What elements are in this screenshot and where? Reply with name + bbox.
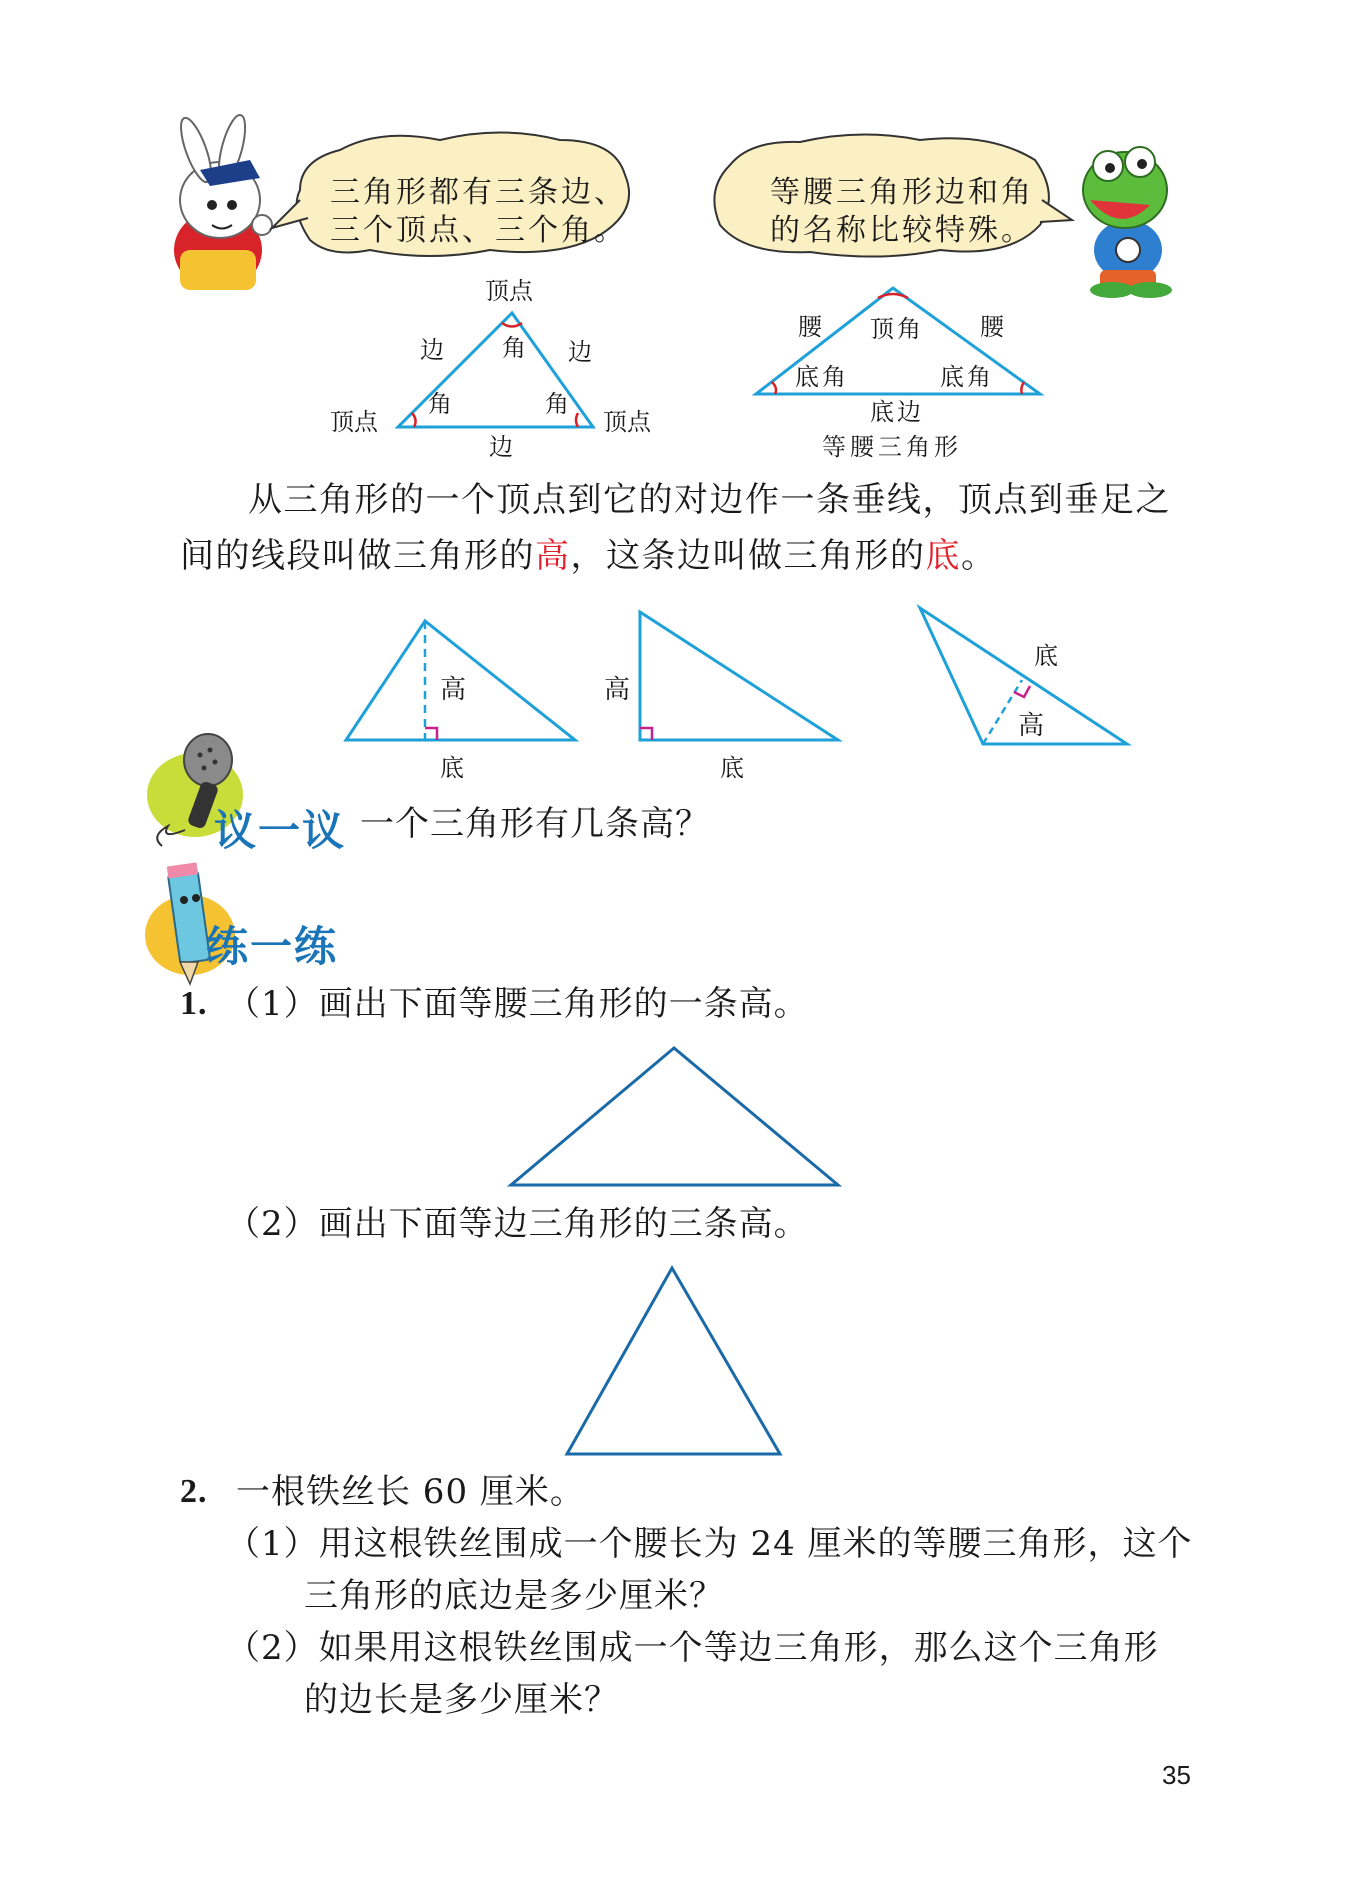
acute-triangle-height <box>346 621 575 782</box>
label-left-base-angle: 底角 <box>795 363 849 391</box>
discuss-label: 议一议 <box>214 807 347 854</box>
fig1-base-label: 底 <box>440 754 464 782</box>
height-term: 高 <box>535 536 571 576</box>
label-right-leg: 腰 <box>980 313 1004 341</box>
q2-part2-line2: 的边长是多少厘米？ <box>304 1680 619 1720</box>
practice-equilateral-triangle <box>567 1268 780 1454</box>
label-left-side: 边 <box>420 336 444 364</box>
label-right-base-angle: 底角 <box>940 363 994 391</box>
fig1-height-label: 高 <box>440 675 467 705</box>
practice-isosceles-triangle <box>511 1048 838 1185</box>
definition-part2: ，这条边叫做三角形的 <box>570 536 926 576</box>
label-left-leg: 腰 <box>798 313 822 341</box>
page-number: 35 <box>1162 1760 1191 1790</box>
fig3-base-label: 底 <box>1034 642 1058 670</box>
obtuse-triangle-height <box>920 608 1127 744</box>
fig2-height-label: 高 <box>604 675 631 705</box>
label-right-vertex: 顶点 <box>603 408 651 436</box>
q2-stem: 一根铁丝长 60 厘米。 <box>236 1472 585 1512</box>
q1-number: 1. <box>180 985 208 1022</box>
q2-part1-line1: （1）用这根铁丝围成一个腰长为 24 厘米的等腰三角形，这个 <box>226 1524 1193 1564</box>
rabbit-bubble-line2: 三个顶点、三个角。 <box>330 213 627 248</box>
frog-bubble-line1: 等腰三角形边和角 <box>770 175 1034 210</box>
label-bottom-side: 边 <box>489 433 513 461</box>
label-right-angle: 角 <box>545 390 569 418</box>
label-vertex-angle: 顶角 <box>870 315 924 343</box>
q1-part1: （1）画出下面等腰三角形的一条高。 <box>226 984 809 1024</box>
q1-part2: （2）画出下面等边三角形的三条高。 <box>226 1204 809 1244</box>
practice-label: 练一练 <box>206 923 339 970</box>
definition-part1: 从三角形的一个顶点到它的对边作一条垂线，顶点到垂足之间的线段叫做三角形的 <box>180 480 1171 576</box>
label-top-vertex: 顶点 <box>485 277 533 305</box>
q2-number: 2. <box>180 1473 208 1510</box>
label-top-angle: 角 <box>502 334 526 362</box>
fig2-base-label: 底 <box>720 754 744 782</box>
base-term: 底 <box>925 536 961 576</box>
label-left-angle: 角 <box>428 390 452 418</box>
discuss-question: 一个三角形有几条高？ <box>360 804 710 844</box>
q2-part2-line1: （2）如果用这根铁丝围成一个等边三角形，那么这个三角形 <box>226 1628 1159 1668</box>
label-base: 底边 <box>870 398 924 426</box>
label-left-vertex: 顶点 <box>330 408 378 436</box>
fig3-height-label: 高 <box>1018 711 1045 741</box>
definition-part3: 。 <box>961 536 997 576</box>
rabbit-bubble-line1: 三角形都有三条边、 <box>330 175 627 210</box>
label-right-side: 边 <box>568 338 592 366</box>
right-triangle-height <box>604 612 838 782</box>
isosceles-caption: 等腰三角形 <box>822 433 962 461</box>
frog-bubble-line2: 的名称比较特殊。 <box>770 213 1034 248</box>
q2-part1-line2: 三角形的底边是多少厘米？ <box>304 1576 724 1616</box>
